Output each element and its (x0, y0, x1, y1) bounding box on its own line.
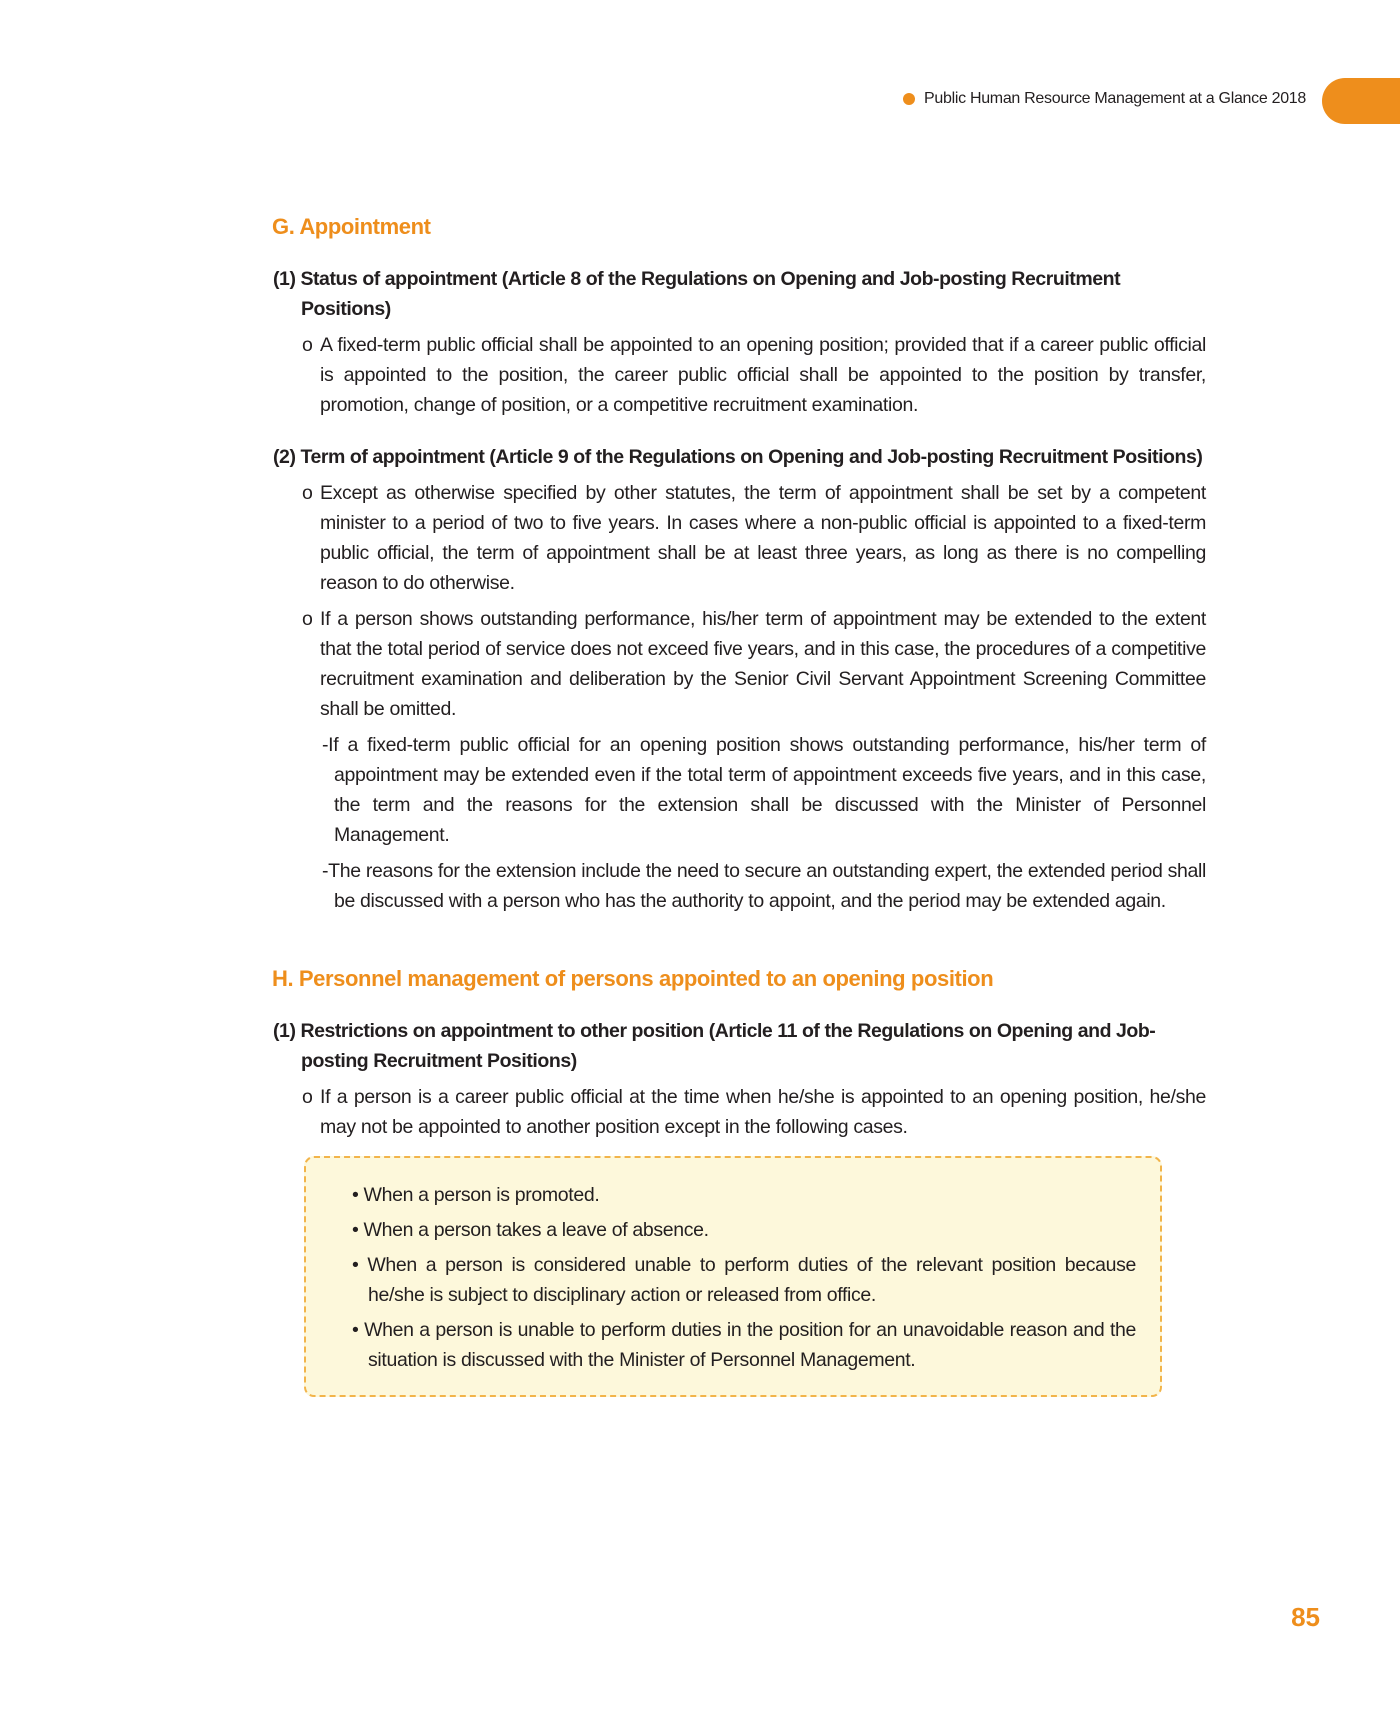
dash-item: -If a fixed-term public official for an opening position shows outstanding performance, his/her term of appointment may be extended even if the total term of appointment exceeds five years, and in this case, the term and the reasons for the extension shall be discussed with the Minister of Personnel Management. (322, 734, 1206, 846)
dash-bullet-icon: - (322, 860, 329, 882)
list-item: • When a person is unable to perform duties in the position for an unavoidable reason and the situation is discussed with the Minister of Personnel Management. (352, 1319, 1137, 1371)
dash-item: -The reasons for the extension include the need to secure an outstanding expert, the extended period shall be discussed with a person who has the authority to appoint, and the period may be extended again. (322, 860, 1206, 912)
section-h-heading: H. Personnel management of persons appointed to an opening position (272, 966, 994, 991)
circle-bullet-icon: o (302, 1086, 313, 1108)
dash-bullet-icon: - (322, 734, 329, 756)
list-item: • When a person is considered unable to perform duties of the relevant position because he/she is subject to disciplinary action or released from office. (352, 1254, 1136, 1306)
chapter-tab (1322, 78, 1400, 124)
section-g-heading: G. Appointment (272, 214, 431, 239)
running-header (903, 90, 1306, 108)
paragraph: o A fixed-term public official shall be appointed to an opening position; provided that if a career public official is appointed to the position, the career public official shall be appointed to the position by transfer, promotion, change of position, or a competitive recruitment examination. (272, 330, 1206, 420)
section-g-sub2-heading: (2) Term of appointment (Article 9 of the Regulations on Opening and Job-posting Recruitment Positions) (273, 446, 1203, 468)
cases-box (304, 1156, 1162, 1397)
paragraph: o Except as otherwise specified by other statutes, the term of appointment shall be set by a competent minister to a period of two to five years. In cases where a non-public official is appointed to a fixed-term public official, the term of appointment shall be at least three years, as long as there is no compelling reason to do otherwise. (272, 478, 1206, 598)
paragraph: o If a person shows outstanding performance, his/her term of appointment may be extended to the extent that the total period of service does not exceed five years, and in this case, the procedures of a competitive recruitment examination and deliberation by the Senior Civil Servant Appointment Screening Committee shall be omitted. (272, 604, 1206, 724)
list-item: • When a person is promoted. (352, 1184, 600, 1206)
list-item: • When a person takes a leave of absence. (352, 1219, 709, 1241)
bullet-dot-icon (903, 93, 915, 105)
section-g-sub1-heading: (1) Status of appointment (Article 8 of the Regulations on Opening and Job-posting Recruitment Positions) (273, 268, 1121, 320)
running-title: Public Human Resource Management at a Glance 2018 (924, 90, 1306, 107)
section-h-sub1-heading: (1) Restrictions on appointment to other position (Article 11 of the Regulations on Opening and Job-posting Recruitment Positions) (273, 1020, 1156, 1072)
circle-bullet-icon: o (302, 334, 313, 356)
circle-bullet-icon: o (302, 608, 313, 630)
circle-bullet-icon: o (302, 482, 313, 504)
page-number: 85 (1291, 1602, 1320, 1632)
paragraph: o If a person is a career public official at the time when he/she is appointed to an opening position, he/she may not be appointed to another position except in the following cases. (272, 1082, 1206, 1142)
page-content (272, 214, 1206, 1397)
